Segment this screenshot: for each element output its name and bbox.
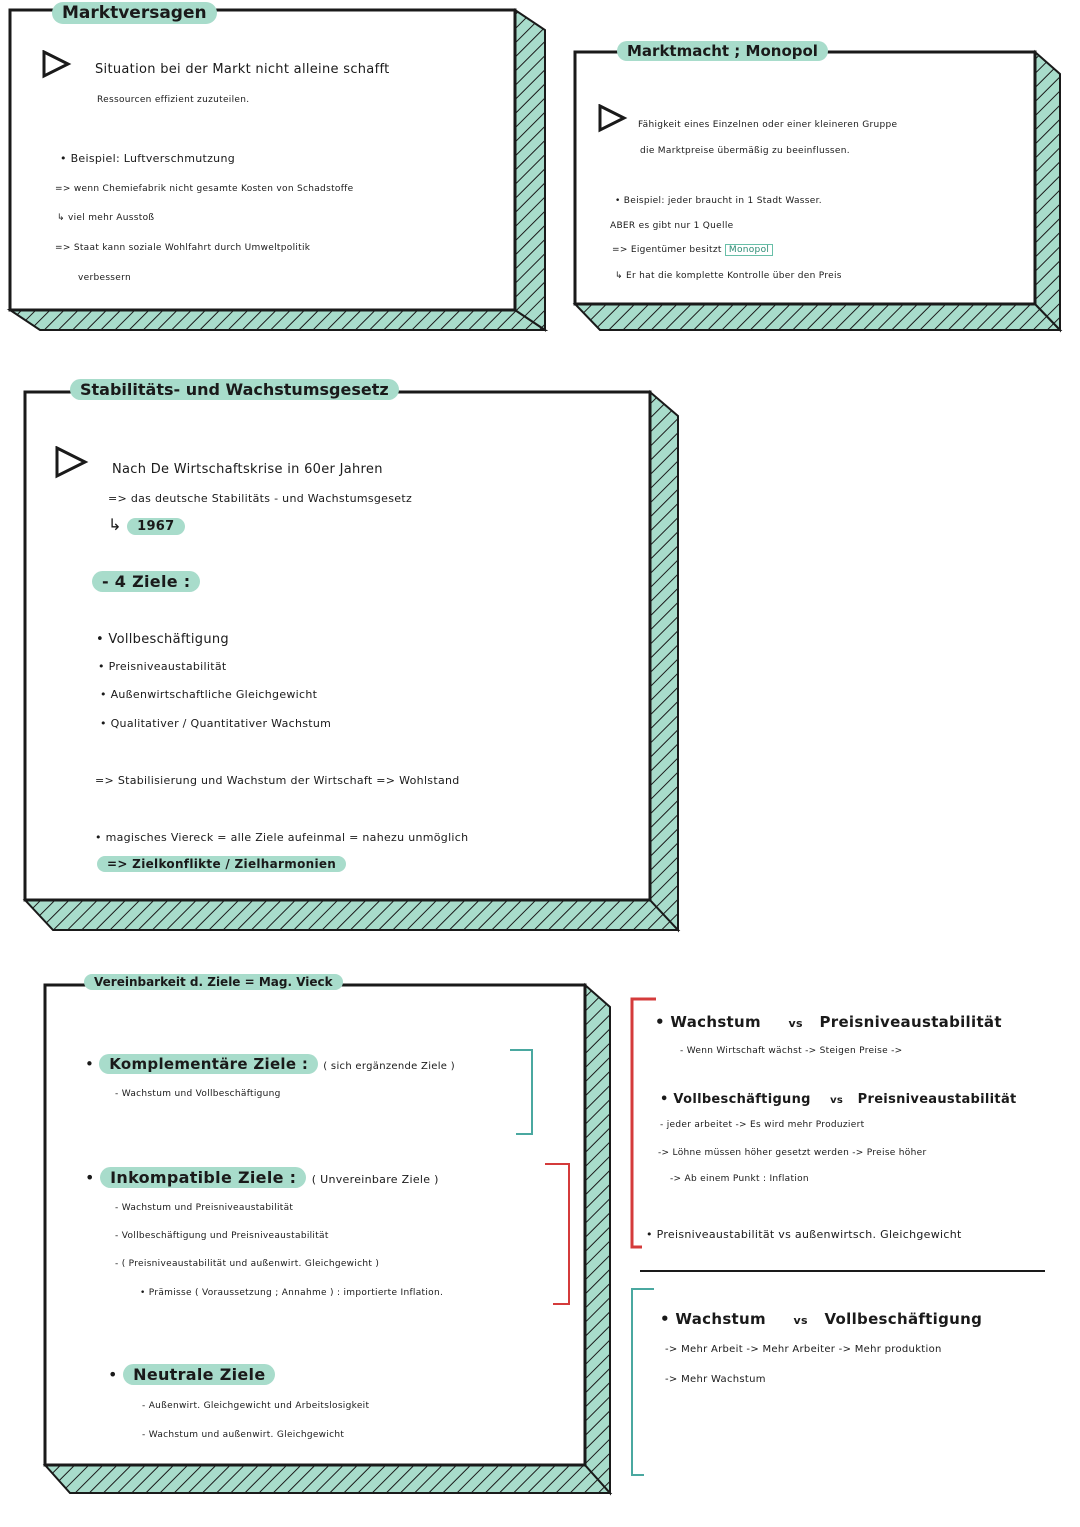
- teal-left-bracket: [620, 1285, 660, 1485]
- box4-title: Vereinbarkeit d. Ziele = Mag. Vieck: [84, 974, 343, 990]
- komp-item-1: - Wachstum und Vollbeschäftigung: [115, 1089, 281, 1099]
- box3-result: => Stabilisierung und Wachstum der Wirtschaft => Wohlstand: [95, 774, 460, 787]
- box3-ziel-1: • Vollbeschäftigung: [96, 632, 229, 647]
- inkomp-item-3: - ( Preisniveaustabilität und außenwirt. Gleichgewicht ): [115, 1259, 380, 1269]
- right-a-right: Preisniveaustabilität: [819, 1013, 1002, 1031]
- right-b-line2: -> Löhne müssen höher gesetzt werden -> Preise höher: [658, 1148, 927, 1158]
- inkomp-head: Inkompatible Ziele :: [100, 1167, 306, 1188]
- right-d-head: [660, 1310, 982, 1328]
- inkomp-item-4: • Prämisse ( Voraussetzung ; Annahme ) : importierte Inflation.: [140, 1288, 444, 1298]
- box-marktmacht: [575, 52, 1065, 337]
- neutral-item-1: - Außenwirt. Gleichgewicht und Arbeitslosigkeit: [142, 1401, 370, 1411]
- red-bracket: [543, 1160, 575, 1310]
- inkomp-note: ( Unvereinbare Ziele ): [311, 1173, 439, 1186]
- box2-line1: ABER es gibt nur 1 Quelle: [610, 221, 734, 231]
- neutral-item-2: - Wachstum und außenwirt. Gleichgewicht: [142, 1430, 345, 1440]
- monopol-badge: Monopol: [725, 244, 773, 256]
- divider-line: [640, 1270, 1045, 1272]
- right-b-left: • Vollbeschäftigung: [660, 1092, 811, 1107]
- inkomp-item-1: - Wachstum und Preisniveaustabilität: [115, 1203, 294, 1213]
- play-triangle-icon: [598, 104, 628, 134]
- right-d-line2: -> Mehr Wachstum: [665, 1374, 766, 1385]
- box3-line1: Nach De Wirtschaftskrise in 60er Jahren: [112, 462, 383, 477]
- neutral-head-line: • Neutrale Ziele: [108, 1365, 275, 1384]
- box1-title: Marktversagen: [52, 2, 217, 24]
- box2-line3: ↳ Er hat die komplette Kontrolle über den Preis: [615, 271, 842, 281]
- box2-def-line2: die Marktpreise übermäßig zu beeinflussen.: [640, 146, 850, 156]
- right-d-right: Vollbeschäftigung: [824, 1310, 983, 1328]
- box3-ziel-3: • Außenwirtschaftliche Gleichgewicht: [100, 688, 318, 701]
- box2-def-line1: Fähigkeit eines Einzelnen oder einer kleineren Gruppe: [638, 120, 898, 130]
- right-c-head: • Preisniveaustabilität vs außenwirtsch. Gleichgewicht: [646, 1228, 962, 1241]
- box2-line2: [612, 245, 773, 255]
- box-marktversagen: [10, 10, 550, 340]
- box1-line2: ↳ viel mehr Ausstoß: [57, 213, 155, 223]
- right-b-line3: -> Ab einem Punkt : Inflation: [670, 1174, 809, 1184]
- right-b-head: [660, 1092, 1017, 1107]
- box3-ziel-4: • Qualitativer / Quantitativer Wachstum: [100, 717, 332, 730]
- inkomp-head-line: • Inkompatible Ziele : ( Unvereinbare Ziele ): [85, 1168, 439, 1187]
- neutral-head: Neutrale Ziele: [123, 1364, 275, 1385]
- komp-head-line: • Komplementäre Ziele : ( sich ergänzende Ziele ): [85, 1055, 455, 1073]
- right-b-vs: vs: [830, 1095, 844, 1106]
- box3-year: 1967: [127, 518, 184, 535]
- box3-title: Stabilitäts- und Wachstumsgesetz: [70, 379, 399, 400]
- box1-def-line2: Ressourcen effizient zuzuteilen.: [97, 95, 250, 105]
- right-a-left: • Wachstum: [655, 1013, 761, 1031]
- box1-line4: verbessern: [78, 273, 131, 283]
- right-a-head: [655, 1013, 1002, 1031]
- right-a-vs: vs: [788, 1017, 803, 1030]
- box1-example: • Beispiel: Luftverschmutzung: [60, 152, 235, 165]
- right-a-line1: - Wenn Wirtschaft wächst -> Steigen Preise ->: [680, 1046, 903, 1056]
- box3-line3: [108, 515, 185, 534]
- box3-viereck: • magisches Viereck = alle Ziele aufeinmal = nahezu unmöglich: [95, 831, 469, 844]
- right-b-line1: - jeder arbeitet -> Es wird mehr Produziert: [660, 1120, 865, 1130]
- box1-def-line1: Situation bei der Markt nicht alleine schafft: [95, 62, 390, 77]
- box1-line1: => wenn Chemiefabrik nicht gesamte Kosten von Schadstoffe: [55, 184, 354, 194]
- play-triangle-icon: [42, 50, 72, 80]
- komp-head: Komplementäre Ziele :: [99, 1054, 318, 1074]
- teal-bracket: [508, 1048, 538, 1138]
- red-left-bracket: [622, 995, 662, 1255]
- box-marktmacht-frame: [575, 52, 1065, 337]
- box3-ziele-header: - 4 Ziele :: [92, 571, 200, 592]
- play-triangle-icon: [55, 446, 89, 480]
- box3-line2: => das deutsche Stabilitäts - und Wachstumsgesetz: [108, 492, 413, 505]
- box2-title: Marktmacht ; Monopol: [617, 41, 828, 61]
- right-b-right: Preisniveaustabilität: [857, 1092, 1017, 1107]
- inkomp-item-2: - Vollbeschäftigung und Preisniveaustabilität: [115, 1231, 329, 1241]
- box1-line3: => Staat kann soziale Wohlfahrt durch Umweltpolitik: [55, 243, 311, 253]
- box3-arrow: ↳: [108, 515, 122, 534]
- right-d-vs: vs: [793, 1314, 808, 1327]
- komp-note: ( sich ergänzende Ziele ): [323, 1061, 455, 1072]
- right-d-left: • Wachstum: [660, 1310, 766, 1328]
- box3-ziel-2: • Preisniveaustabilität: [98, 660, 227, 673]
- box3-konflikt: => Zielkonflikte / Zielharmonien: [97, 856, 346, 872]
- box2-example: • Beispiel: jeder braucht in 1 Stadt Wasser.: [615, 196, 822, 206]
- box-marktversagen-frame: [10, 10, 550, 340]
- right-d-line1: -> Mehr Arbeit -> Mehr Arbeiter -> Mehr produktion: [665, 1344, 942, 1355]
- box2-line2-text: => Eigentümer besitzt: [612, 245, 722, 255]
